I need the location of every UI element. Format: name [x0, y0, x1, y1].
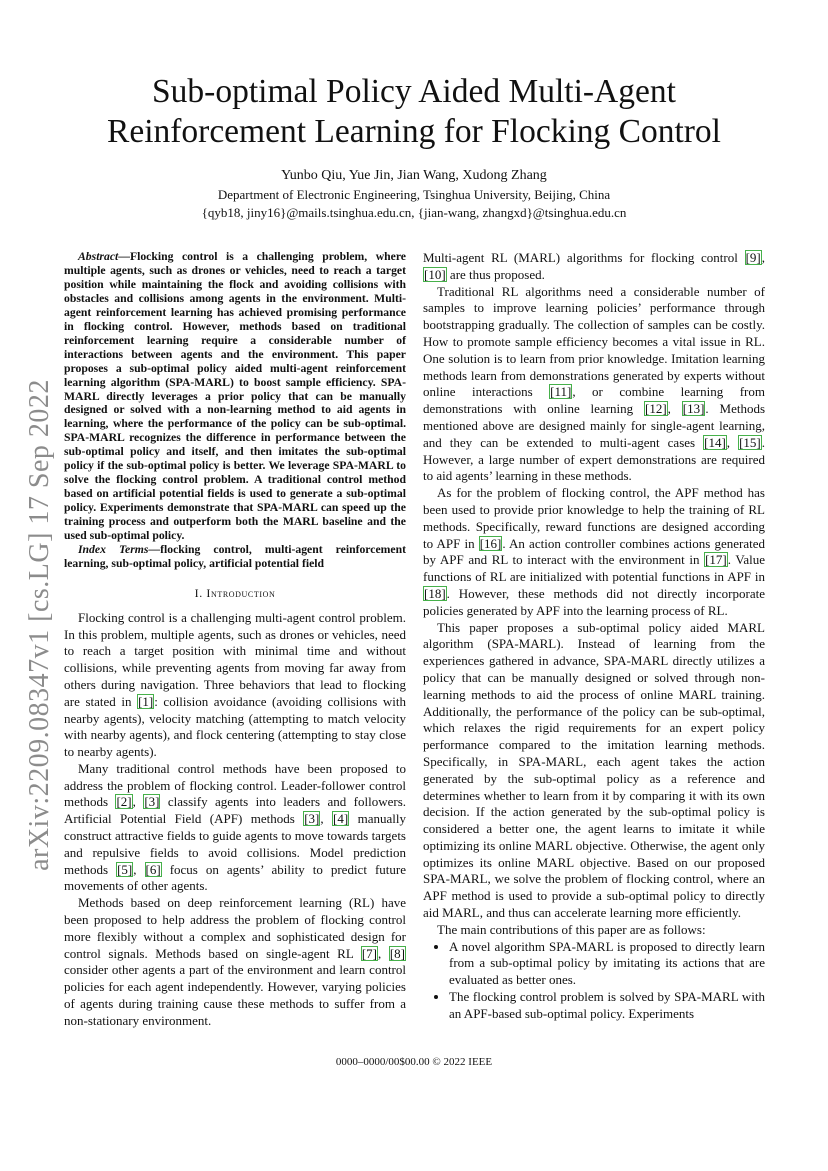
abstract-text: —Flocking control is a challenging problem, where multiple agents, such as drones or vehicles, need to reach a target position while maintaining the flock and avoiding collisions with obstacles and collisions among agents in the environment. Multi-agent reinforcement learning has achieved promising performance in flocking control. However, methods based on traditional reinforcement learning require a considerable number of interactions between agents and the environment. This paper proposes a sub-optimal policy aided multi-agent reinforcement learning algorithm (SPA-MARL) to boost sample efficiency. SPA-MARL directly leverages a prior policy that can be manually designed or solved with a non-learning method to aid agents in learning, where the performance of the policy can be sub-optimal. SPA-MARL recognizes the difference in performance between the sub-optimal policy and itself, and then imitates the sub-optimal policy if the sub-optimal policy is better. We leverage SPA-MARL to solve the flocking control problem. A traditional control method based on artificial potential fields is used to generate a sub-optimal policy. Experiments demonstrate that SPA-MARL can speed up the training process and outperform both the MARL baseline and the used sub-optimal policy.: [64, 250, 406, 543]
title-line-2: Reinforcement Learning for Flocking Control: [106, 113, 721, 150]
citation-link[interactable]: [12]: [644, 401, 667, 417]
section-number: I.: [194, 585, 203, 600]
section-heading-introduction: [64, 585, 406, 602]
citation-link[interactable]: [11]: [550, 384, 572, 400]
citation-link[interactable]: [2]: [116, 794, 132, 810]
index-terms-text: —flocking control, multi-agent reinforcement learning, sub-optimal policy, artificial potential field: [64, 543, 406, 570]
body-paragraph: As for the problem of flocking control, the APF method has been used to provide prior knowledge to help the training of RL methods. Specifically, reward functions are designed according to APF in [16]. An action controller combines actions generated by APF and RL to interact with the environment in [17]. Value functions of RL are initialized with potential functions in APF in [18]. However, these methods did not directly incorporate policies generated by APF into the learning process of RL.: [423, 485, 765, 618]
body-paragraph: This paper proposes a sub-optimal policy aided MARL algorithm (SPA-MARL). Instead of learning from the experiences gathered in advance, SPA-MARL directly utilizes a policy that can be manually designed or solved through non-learning methods to aid the process of online MARL training. Additionally, the performance of the policy can be sub-optimal, which relaxes the rigid requirements for an expert policy performance compared to the imitation learning methods. Specifically, in SPA-MARL, each agent takes the action generated by the sub-optimal policy as a reference and determines whether to learn from it by comparing it with its own decision. If the action generated by the sub-optimal policy is considered a better one, the agent learns to imitate it while optimizing its online MARL objective. Otherwise, the agent only optimizes its online MARL objective. Based on our proposed SPA-MARL, we solve the problem of flocking control, where an APF method is used to provide a sub-optimal policy to directly aid MARL, and thus can accelerate learning more efficiently.: [423, 619, 765, 921]
citation-link[interactable]: [13]: [682, 401, 705, 417]
body-paragraph: Multi-agent RL (MARL) algorithms for flocking control [9], [10] are thus proposed.: [423, 250, 765, 282]
citation-link[interactable]: [1]: [138, 693, 154, 709]
affiliation: Department of Electronic Engineering, Tsinghua University, Beijing, China: [217, 187, 611, 202]
arxiv-stamp: [16, 365, 64, 885]
contribution-list: [423, 939, 765, 1023]
index-terms-label: Index Terms: [78, 543, 149, 557]
contribution-item: • A novel algorithm SPA-MARL is proposed to directly learn from a sub-optimal policy by imitating its actions that are evaluated as better ones.: [449, 939, 765, 989]
citation-link[interactable]: [18]: [424, 585, 446, 601]
citation-link[interactable]: [7]: [361, 945, 378, 961]
copyright-footer: 0000–0000/00$00.00 © 2022 IEEE: [335, 1056, 493, 1068]
body-paragraph: Many traditional control methods have been proposed to address the problem of flocking control. Leader-follower control methods [2], [3] classify agents into leaders and followers. Artificial Potential Field (APF) methods [3], [4] manually construct attractive fields to guide agents to move towards targets and repulsive fields to avoid collisions. Model prediction methods [5], [6] focus on agents’ ability to predict future movements of other agents.: [64, 760, 407, 894]
citation-link[interactable]: [3]: [304, 811, 320, 827]
citation-link[interactable]: [15]: [739, 434, 761, 450]
citation-link[interactable]: [4]: [333, 811, 349, 827]
citation-link[interactable]: [10]: [424, 266, 446, 282]
abstract-label: Abstract: [78, 250, 119, 263]
citation-link[interactable]: [9]: [745, 250, 761, 265]
body-paragraph: Flocking control is a challenging multi-agent control problem. In this problem, multiple agents, such as drones or vehicles, need to reach a target position with minimal time and without collisions, while preventing agents from moving far away from others during navigation. Three behaviors that lead to flocking are stated in [1]: collision avoidance (avoiding collisions with nearby agents), velocity matching (attempting to match velocity with nearby agents), and flock centering (attempting to stay close to nearby agents).: [64, 609, 406, 760]
citation-link[interactable]: [17]: [705, 552, 727, 568]
paper-title: [80, 72, 748, 152]
body-paragraph: Methods based on deep reinforcement learning (RL) have been proposed to help address the problem of flocking control more flexibly without a complex and sophisticated design for control signals. Methods based on single-agent RL [7], [8] consider other agents a part of the environment and learn control policies for each agent independently. However, varying policies of agents during training cause these methods to suffer from a non-stationary environment.: [64, 895, 406, 1028]
left-body: [64, 610, 406, 1030]
index-terms: [64, 543, 406, 571]
contribution-item: • The flocking control problem is solved by SPA-MARL with an APF-based sub-optimal policy. Experiments: [449, 989, 765, 1023]
citation-link[interactable]: [5]: [117, 861, 133, 877]
title-line-1: Sub-optimal Policy Aided Multi-Agent: [152, 73, 676, 110]
section-title: Introduction: [206, 585, 276, 600]
email-addresses: {qyb18, jiny16}@mails.tsinghua.edu.cn, {jian-wang, zhangxd}@tsinghua.edu.cn: [201, 205, 627, 220]
left-column: [64, 250, 406, 1030]
author-list: Yunbo Qiu, Yue Jin, Jian Wang, Xudong Zhang: [281, 168, 547, 183]
right-body: [423, 250, 765, 939]
citation-link[interactable]: [16]: [479, 535, 502, 551]
citation-link[interactable]: [3]: [144, 794, 160, 810]
abstract: [64, 250, 406, 543]
citation-link[interactable]: [14]: [704, 434, 726, 450]
right-column: [423, 250, 765, 1023]
body-paragraph: The main contributions of this paper are as follows:: [437, 921, 706, 937]
citation-link[interactable]: [6]: [145, 861, 161, 877]
citation-link[interactable]: [8]: [389, 945, 405, 961]
arxiv-stamp-text: arXiv:2209.08347v1 [cs.LG] 17 Sep 2022: [24, 379, 55, 871]
body-paragraph: Traditional RL algorithms need a considerable number of samples to improve learning policies’ performance through bootstrapping gradually. The collection of samples can be costly. How to promote sample efficiency becomes a vital issue in RL. One solution is to learn from prior knowledge. Imitation learning methods learn from demonstrations generated by experts without online interactions [11], or combine learning from demonstrations with online learning [12], [13]. Methods mentioned above are designed mainly for single-agent learning, and they can be extended to multi-agent cases [14], [15]. However, a large number of expert demonstrations are required to aid agents’ learning in these methods.: [423, 283, 766, 484]
